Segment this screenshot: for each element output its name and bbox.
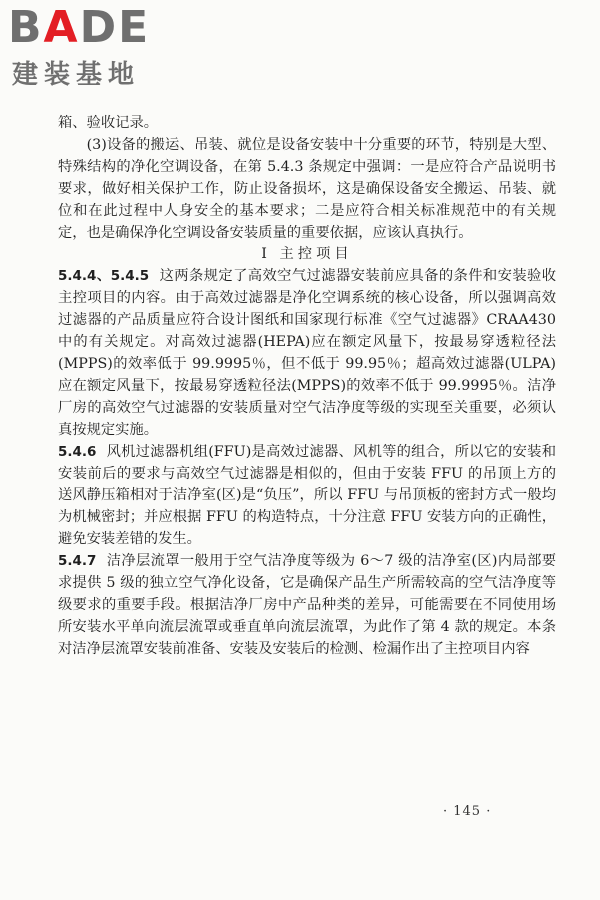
page-number: · 145 ·: [443, 804, 492, 819]
section-title: Ⅰ 主控项目: [261, 246, 353, 263]
paragraph-continuation: 箱、验收记录。: [58, 115, 159, 131]
clause-5-4-6: [58, 442, 556, 552]
logo-subtitle: 建装基地: [12, 60, 141, 90]
logo-wordmark: [8, 2, 151, 53]
clause-5-4-7: [58, 551, 556, 661]
logo-letter-a: A: [43, 2, 80, 53]
logo-letters-de: DE: [79, 2, 151, 53]
logo-letter-b: B: [8, 2, 44, 53]
bade-logo: [8, 2, 178, 96]
clause-text: 这两条规定了高效空气过滤器安装前应具备的条件和安装验收主控项目的内容。由于高效过滤器是净化空调系统的核心设备，所以强调高效过滤器的产品质量应符合设计图纸和国家现行标准《空气过滤器》CRAA430 中的有关规定。对高效过滤器(HEPA)应在额定风量下，按最易穿透粒径法(MPPS)的效率低于 99.9995％，但不低于 99.95％；超高效过滤器(ULPA)应在额定风量下，按最易穿透粒径法(MPPS)的效率不低于 99.9995％。洁净厂房的高效空气过滤器的安装质量对空气洁净度等级的实现至关重要，必须认真按规定实施。: [58, 268, 557, 438]
paragraph-item-3: (3)设备的搬运、吊装、就位是设备安装中十分重要的环节，特别是大型、特殊结构的净化空调设备，在第 5.4.3 条规定中强调：一是应符合产品说明书要求，做好相关保护工作，防止设备损坏，这是确保设备安全搬运、吊装、就位和在此过程中人身安全的基本要求；二是应符合相关标准规范中的有关规定，也是确保净化空调设备安装质量的重要依据，应该认真执行。: [58, 136, 556, 241]
clause-number: 5.4.4、5.4.5: [58, 268, 150, 285]
page-body: [58, 113, 556, 661]
clause-number: 5.4.7: [58, 553, 97, 570]
clause-5-4-4: [58, 266, 556, 441]
clause-text: 风机过滤器机组(FFU)是高效过滤器、风机等的组合，所以它的安装和安装前后的要求与高效空气过滤器是相似的，但由于安装 FFU 的吊顶上方的送风静压箱相对于洁净室(区)是“负压”，所以 FFU 与吊顶板的密封方式一般均为机械密封；并应根据 FFU 的构造特点，十分注意 FFU 安装方向的正确性，避免安装差错的发生。: [58, 443, 556, 548]
clause-text: 洁净层流罩一般用于空气洁净度等级为 6～7 级的洁净室(区)内局部要求提供 5 级的独立空气净化设备，它是确保产品生产所需较高的空气洁净度等级要求的重要手段。根据洁净厂房中产品种类的差异，可能需要在不同使用场所安装水平单向流层流罩或垂直单向流层流罩，为此作了第 4 款的规定。本条对洁净层流罩安装前准备、安装及安装后的检测、检漏作出了主控项目内容: [58, 553, 556, 657]
clause-number: 5.4.6: [58, 443, 97, 460]
